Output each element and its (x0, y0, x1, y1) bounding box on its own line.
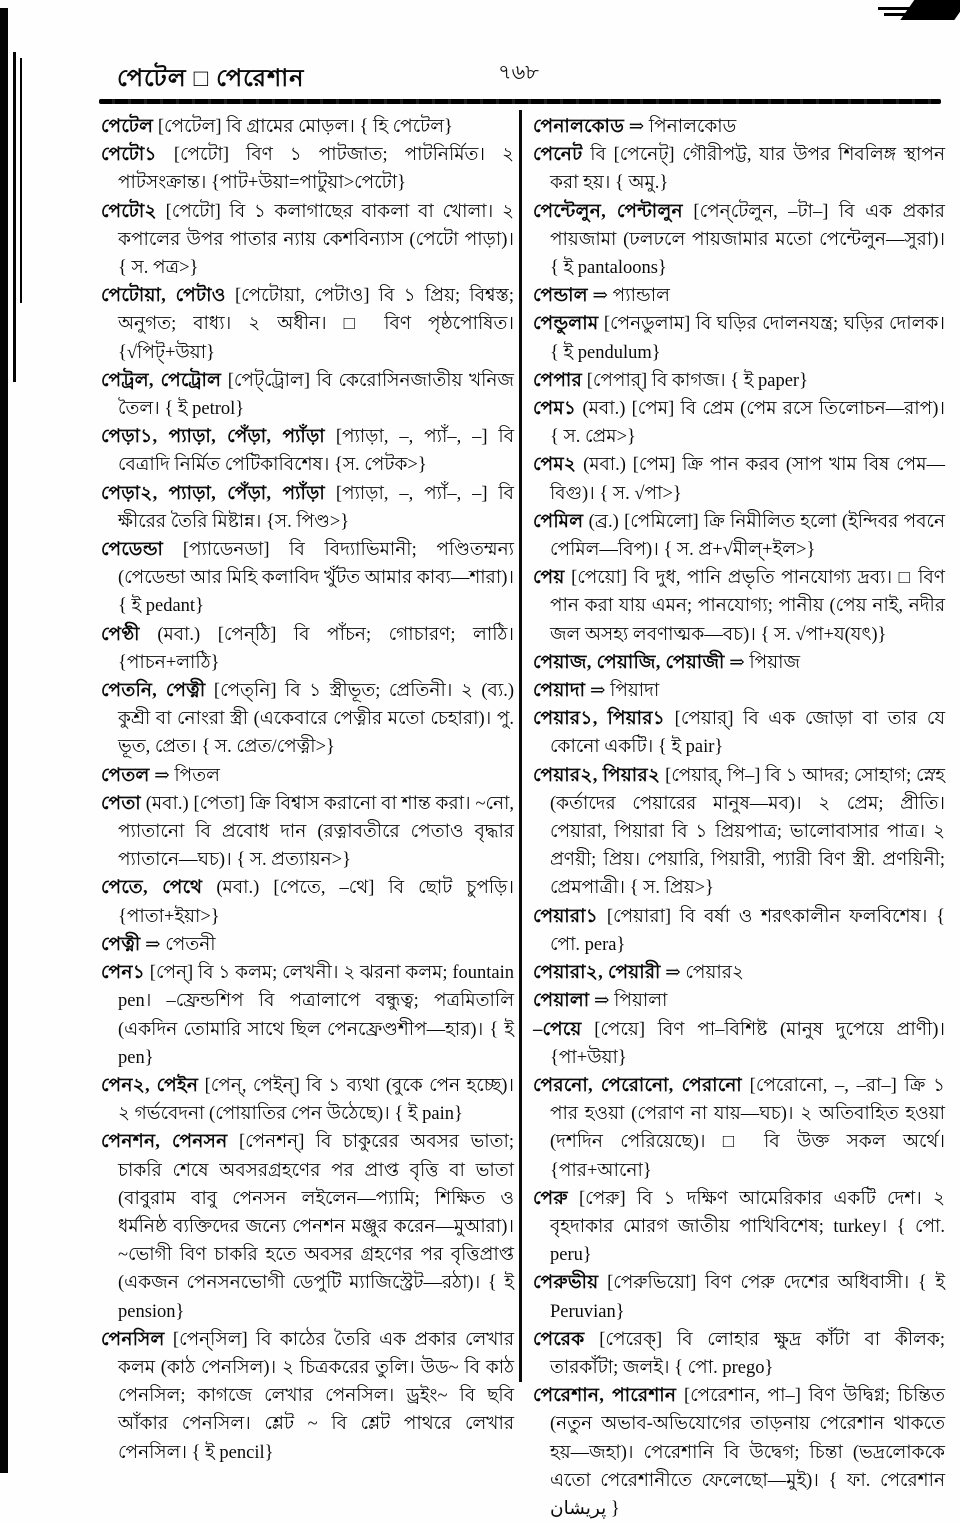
entry-headword: পেরু (533, 1188, 568, 1209)
dictionary-entry (533, 649, 945, 677)
dictionary-entry (533, 141, 945, 197)
entry-headword: পেডেন্ডা (101, 540, 164, 561)
scan-smudge-mark (900, 0, 960, 20)
dictionary-entry (533, 367, 945, 395)
dictionary-entry (533, 762, 945, 903)
dictionary-entry (101, 282, 514, 367)
dictionary-entry (533, 1326, 945, 1382)
entry-headword: পেড়া২, প্যাড়া, পেঁড়া, প্যাঁড়া (101, 483, 325, 504)
dictionary-entry (101, 480, 514, 536)
dictionary-entry (101, 367, 514, 423)
entry-headword: পেয় (533, 568, 565, 589)
dictionary-entry (101, 113, 514, 141)
entry-headword: পেয়ালা (533, 991, 590, 1012)
entry-headword: পেনশন, পেনসন (101, 1132, 228, 1153)
entry-text: ⇒ পেতনী (140, 934, 216, 955)
entry-headword: পেন্ডাল (533, 286, 588, 307)
entry-text: (মবা.) [পেতে, –থে] বি ছোট চুপড়ি। {পাতা+ইয়া>} (118, 878, 514, 927)
entry-headword: পেয়ার২, পিয়ার২ (533, 765, 661, 786)
entry-text: [পেনশন্] বি চাকুরের অবসর ভাতা; চাকরি শেষে অবসরগ্রহণের পর প্রাপ্ত বৃত্তি বা ভাতা (বাবুরাম বাবু পেনসন লইলেন—প্যামি; শিক্ষিত ও ধর্মনিষ্ঠ ব্যক্তিদের জন্যে পেনশন মঞ্জুর করেন—মুআরা)। ~ভোগী বিণ চাকরি হতে অবসর গ্রহণের পর বৃত্তিপ্রাপ্ত (একজন পেনসনভোগী ডেপুটি ম্যাজিস্ট্রেট—রঠা)। { ই pension} (118, 1132, 514, 1322)
entry-text: বি [পেনেট্] গৌরীপট্ট, যার উপর শিবলিঙ্গ স্থাপন করা হয়। { অমু.} (550, 145, 945, 194)
entry-text: [প্যাড়া, –, প্যাঁ–, –] বি ক্ষীরের তৈরি মিষ্টান্ন। {স. পিণ্ড>} (118, 483, 514, 532)
entry-text: [পেয়ো] বি দুধ, পানি প্রভৃতি পানযোগ্য দ্রব্য। □ বিণ পান করা যায় এমন; পানযোগ্য; পানীয় (পেয় নাই, নদীর জল অসহ্য লবণাত্মক—বচ)। { স. √পা+য(যৎ)} (550, 568, 945, 645)
entry-text: [পেন্‌টেলুন, –টা–] বি এক প্রকার পায়জামা (ঢলঢলে পায়জামার মতো পেন্টেলুন—সুরা)। { ই pantaloons} (550, 201, 945, 279)
entry-text: (মবা.) [পেম] বি প্রেম (পেম রসে তিলোচন—রাপ)। { স. প্রেম>} (550, 399, 945, 448)
dictionary-entry (101, 931, 514, 959)
entry-headword: পেতে, পেথে (101, 878, 203, 899)
entry-text: (মবা.) [পেতা] ক্রি বিশ্বাস করানো বা শান্ত করা। ~নো, প্যাতানো বি প্রবোধ দান (রত্নাবতীরে পেতাও বৃদ্ধার প্যাতানে—ঘচ)। { স. প্রত্যায়ন>} (118, 793, 514, 871)
entry-text: ⇒ পিতল (149, 765, 220, 786)
entry-headword: পেতনি, পেত্নী (101, 681, 206, 702)
entry-headword: পেয়ারা২, পেয়ারী (533, 963, 661, 984)
dictionary-entry (533, 677, 945, 705)
entry-headword: পেটো১ (101, 145, 157, 166)
entry-text: (ব্র.) [পেমিলো] ক্রি নিমীলিত হলো (ইন্দিবর পবনে পেমিল—বিপ)। { স. প্র+√মীল্+ইল>} (550, 511, 945, 561)
entry-headword: পেতা (101, 793, 141, 814)
entry-headword: পেয়ারা১ (533, 906, 599, 927)
entry-text: ⇒ পিয়াজ (724, 652, 801, 673)
dictionary-entry (101, 423, 514, 479)
entry-headword: পেমিল (533, 511, 584, 532)
page-number: ৭৬৮ (498, 60, 539, 84)
entry-text: [প্যাড়া, –, প্যাঁ–, –] বি বেত্রাদি নির্মিত পেটিকাবিশেষ। {স. পেটক>} (118, 427, 515, 476)
dictionary-entry (533, 564, 945, 649)
entry-text: [পেট্‌ট্রোল] বি কেরোসিনজাতীয় খনিজ তৈল। { ই petrol} (118, 370, 514, 420)
entry-headword: পেত্নী (101, 934, 141, 955)
entry-text: [পেটো] বি ১ কলাগাছের বাকলা বা খোলা। ২ কপালের উপর পাতার ন্যায় কেশবিন্যাস (পেটো পাড়া)। { স. পত্র>} (118, 201, 514, 279)
dictionary-entry (533, 1382, 945, 1523)
dictionary-entry (533, 451, 945, 507)
entry-text: [পেপার্] বি কাগজ। { ই paper} (582, 370, 808, 391)
entry-headword: পেতল (101, 765, 150, 786)
entry-text: ⇒ প্যান্ডাল (587, 286, 670, 307)
entry-text: [পেরেক্] বি লোহার ক্ষুদ্র কাঁটা বা কীলক; তারকাঁটা; জলই। { পো. prego} (550, 1329, 945, 1378)
binding-edge-line (20, 58, 22, 303)
dictionary-entry (101, 874, 514, 930)
entry-text: [পেরোনো, –, –রা–] ক্রি ১ পার হওয়া (পেরাণ না যায়—ঘচ)। ২ অতিবাহিত হওয়া (দশদিন পেরিয়েছে)। □ বি উক্ত সকল অর্থে। {পার+আনো} (550, 1075, 945, 1181)
entry-text: [পেয়ার্] বি এক জোড়া বা তার যে কোনো একটি। { ই pair} (550, 709, 945, 758)
entry-headword: পেয়াদা (533, 681, 586, 702)
entry-text: [পেয়ে] বিণ পা–বিশিষ্ট (মানুষ দুপেয়ে প্রাণী)। {পা+উয়া} (550, 1019, 945, 1068)
entry-headword: পেন২, পেইন (101, 1075, 199, 1096)
entry-text: [পেরু] বি ১ দক্ষিণ আমেরিকার একটি দেশ। ২ বৃহদাকার মোরগ জাতীয় পাখিবিশেষ; turkey। { পো. peru} (550, 1188, 945, 1266)
entry-headword: পেম১ (533, 399, 577, 420)
entry-headword: পেম২ (533, 455, 577, 476)
entry-headword: পেয়াজ, পেয়াজি, পেয়াজী (533, 652, 725, 673)
dictionary-entry (101, 536, 514, 621)
entry-text: ⇒ পিনালকোড (624, 117, 737, 137)
dictionary-entry (101, 1128, 514, 1325)
entry-text: [পেয়ারা] বি বর্ষা ও শরৎকালীন ফলবিশেষ। { পো. pera} (550, 906, 945, 955)
entry-headword: পেন্টেলুন, পেন্টালুন (533, 201, 683, 222)
dictionary-entry (101, 141, 514, 197)
entry-text: [পেরেশান, পা–] বিণ উদ্বিগ্ন; চিন্তিত (নতুন অভাব-অভিযোগের তাড়নায় পেরেশান থাকতে হয়—জহা)। পেরেশানি বি উদ্বেগ; চিন্তা (ভদ্রলোককে এতো পেরেশানীতে ফেলেছো—মুই)। { ফা. পেরেশান پریشان } (550, 1386, 945, 1519)
dictionary-entry (101, 621, 514, 677)
entry-text: [পেন্, পেইন্] বি ১ ব্যথা (বুকে পেন হচ্ছে)। ২ গর্ভবেদনা (পোয়াতির পেন উঠেছে)। { ই pain} (118, 1075, 515, 1125)
entry-headword: পেটোয়া, পেটাও (101, 286, 226, 307)
entry-headword: –পেয়ে (533, 1019, 582, 1040)
entry-headword: পেণ্ঠী (101, 624, 140, 645)
dictionary-entry (533, 395, 945, 451)
dictionary-column-right (533, 113, 945, 1523)
entry-text: [পেরুভিয়ো] বিণ পেরু দেশের অধিবাসী। { ই Peruvian} (550, 1273, 945, 1322)
entry-headword: পেরনো, পেরোনো, পেরানো (533, 1075, 742, 1096)
entry-text: ⇒ পেয়ার২ (660, 963, 744, 984)
dictionary-column-left (101, 113, 514, 1467)
entry-headword: পেয়ার১, পিয়ার১ (533, 709, 666, 730)
dictionary-entry (533, 959, 945, 987)
entry-text: [পেন্‌সিল] বি কাঠের তৈরি এক প্রকার লেখার কলম (কাঠ পেনসিল)। ২ চিত্রকরের তুলি। উড~ বি কাঠ পেনসিল; কাগজে লেখার পেনসিল। ড্রইং~ বি ছবি আঁকার পেনসিল। শ্লেট ~ বি শ্লেট পাথরে লেখার পেনসিল। { ই pencil} (118, 1329, 514, 1463)
dictionary-entry (533, 113, 945, 141)
dictionary-entry (101, 1072, 514, 1128)
dictionary-entry (101, 959, 514, 1072)
dictionary-entry (533, 705, 945, 761)
binding-edge-line (13, 52, 16, 382)
entry-text: ⇒ পিয়ালা (589, 991, 668, 1012)
dictionary-entry (533, 310, 945, 366)
entry-text: (মবা.) [পেন্‌ঠি] বি পাঁচন; গোচারণ; লাঠি। {পাচন+লাঠি} (118, 624, 514, 673)
guide-words: পেটেল □ পেরেশান (117, 66, 305, 92)
entry-headword: পেটো২ (101, 201, 157, 222)
entry-headword: পেনালকোড (533, 117, 625, 137)
entry-headword: পেট্রল, পেট্রোল (101, 370, 222, 391)
entry-headword: পেরেক (533, 1329, 585, 1350)
entry-text: [পেটেল] বি গ্রামের মোড়ল। { হি পেটেল} (153, 117, 453, 137)
entry-text: [পেত্‌নি] বি ১ স্ত্রীভূত; প্রেতিনী। ২ (ব্য.) কুশ্রী বা নোংরা স্ত্রী (একেবারে পেত্নীর মতো চেহারা)। পু. ভূত, প্রেত। { স. প্রেত/পেত্নী>} (118, 681, 515, 758)
scan-smudge-streak (884, 13, 910, 16)
dictionary-entry (533, 1185, 945, 1270)
entry-headword: পেটেল (101, 117, 154, 137)
dictionary-entry (533, 1072, 945, 1185)
entry-headword: পেপার (533, 370, 583, 391)
entry-headword: পেরুভীয় (533, 1273, 599, 1294)
column-divider (519, 110, 522, 1382)
dictionary-entry (101, 677, 514, 762)
dictionary-entry (101, 198, 514, 283)
entry-text: [পেয়ার্, পি–] বি ১ আদর; সোহাগ; স্নেহ (কর্তাদের পেয়ারের মানুষ—মব)। ২ প্রেম; প্রীতি। পেয়ারা, পিয়ারা বি ১ প্রিয়পাত্র; ভালোবাসার পাত্র। ২ প্রণয়ী; প্রিয়। পেয়ারি, পিয়ারী, প্যারী বিণ স্ত্রী. প্রণয়িনী; প্রেমপাত্রী। { স. প্রিয়>} (550, 765, 945, 899)
dictionary-entry (533, 1269, 945, 1325)
dictionary-entry (101, 762, 514, 790)
dictionary-entry (533, 198, 945, 283)
entry-text: [পেন্] বি ১ কলম; লেখনী। ২ ঝরনা কলম; fountain pen। –ফ্রেন্ডশিপ বি পত্রালাপে বন্ধুত্ব; পত্রমিতালি (একদিন তোমারি সাথে ছিল পেনফ্রেণ্ডশীপ—হার)। { ই pen} (118, 963, 514, 1068)
entry-text: [প্যাডেনডা] বি বিদ্যাভিমানী; পণ্ডিতম্মন্য (পেডেন্ডা আর মিহি কলাবিদ খুঁটত আমার কাব্য—শারা)। { ই pedant} (118, 540, 514, 617)
entry-text: (মবা.) [পেম] ক্রি পান করব (সাপ খাম বিষ পেম—বিগু)। { স. √পা>} (550, 455, 945, 504)
scan-smudge-streak (878, 7, 910, 10)
entry-text: [পেটোয়া, পেটাও] বি ১ প্রিয়; বিশ্বস্ত; অনুগত; বাধ্য। ২ অধীন। □ বিণ পৃষ্ঠপোষিত। {√পিট্+উয়া} (118, 286, 514, 363)
dictionary-entry (533, 987, 945, 1015)
entry-text: [পেটো] বিণ ১ পাটজাত; পাটনির্মিত। ২ পাটসংক্রান্ত। {পাট+উয়া=পাটুয়া>পেটো} (118, 145, 514, 194)
header-rule (99, 99, 941, 104)
entry-headword: পেনেট (533, 145, 583, 166)
dictionary-entry (101, 1326, 514, 1467)
entry-headword: পেড়া১, প্যাড়া, পেঁড়া, প্যাঁড়া (101, 427, 325, 448)
entry-headword: পেনসিল (101, 1329, 165, 1350)
dictionary-entry (533, 903, 945, 959)
dictionary-entry (533, 282, 945, 310)
entry-text: [পেনডুলাম] বি ঘড়ির দোলনযন্ত্র; ঘড়ির দোলক। { ই pendulum} (550, 314, 945, 363)
entry-text: ⇒ পিয়াদা (585, 681, 660, 702)
entry-headword: পেরেশান, পারেশান (533, 1386, 677, 1407)
entry-headword: পেন্ডুলাম (533, 314, 599, 335)
binding-edge (0, 8, 8, 1473)
dictionary-entry (533, 1016, 945, 1072)
dictionary-entry (101, 790, 514, 875)
dictionary-entry (533, 508, 945, 564)
entry-headword: পেন১ (101, 963, 146, 984)
